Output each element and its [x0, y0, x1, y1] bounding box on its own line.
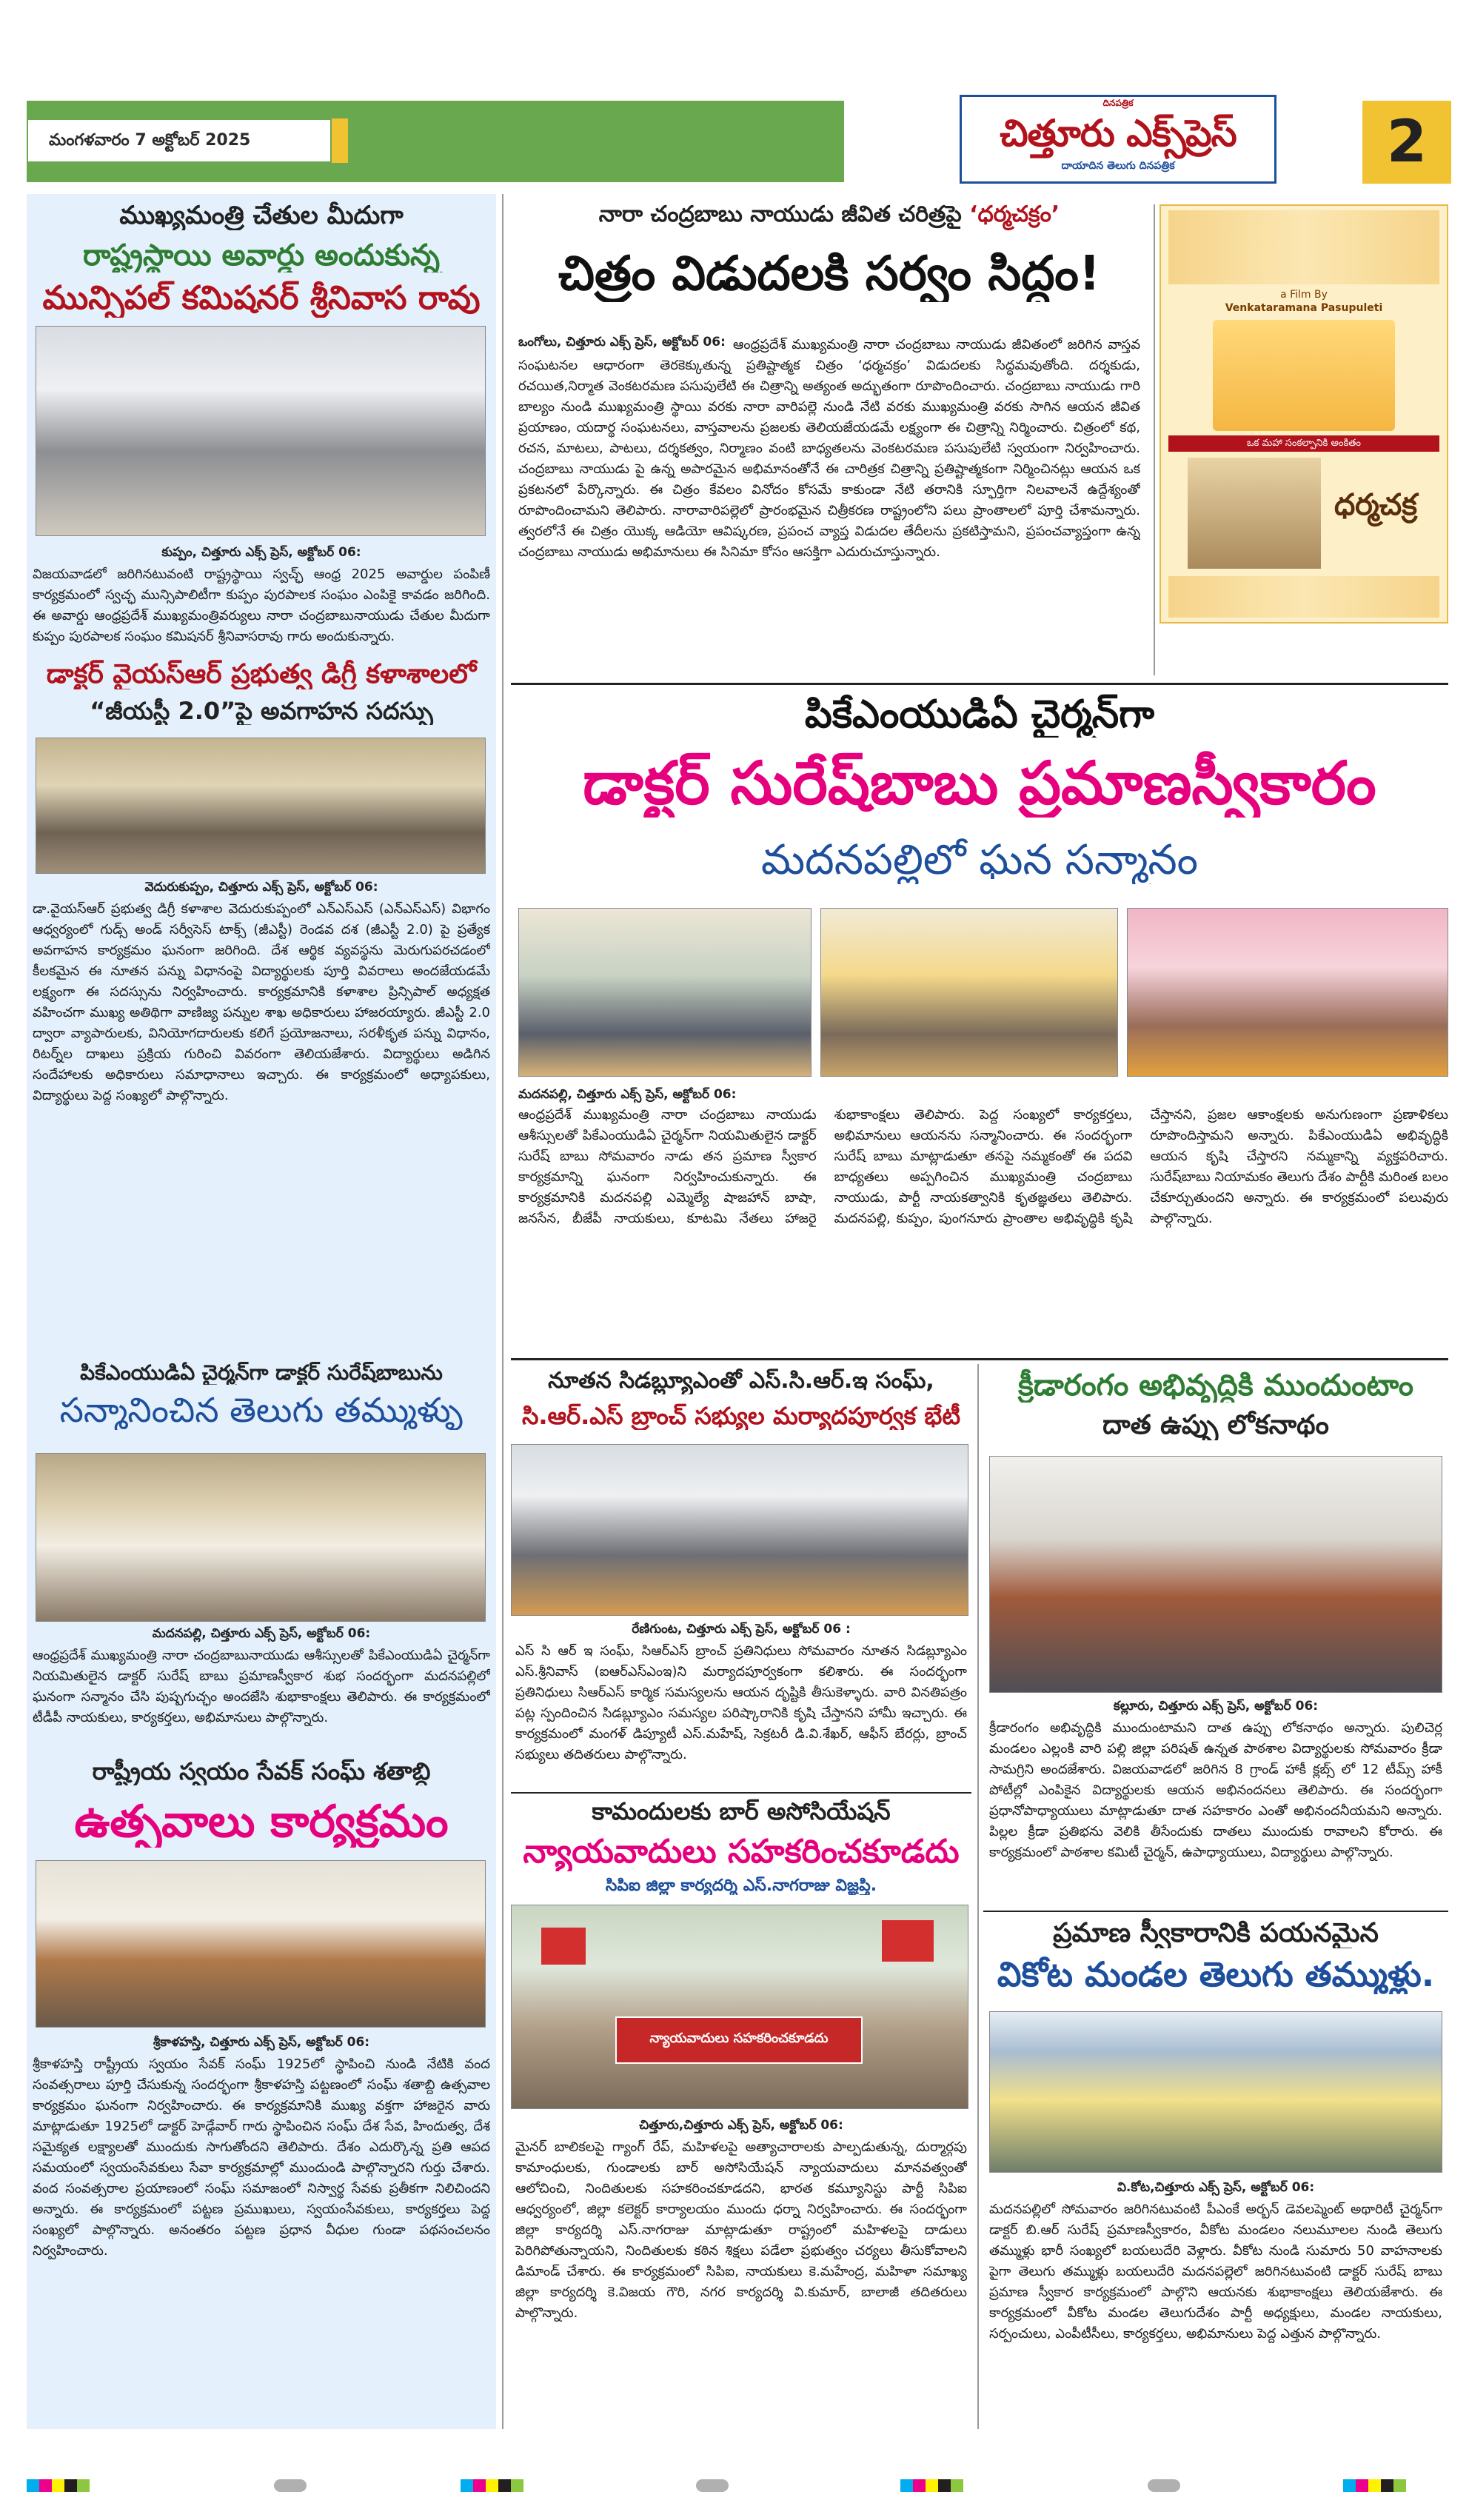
protest-banner — [615, 2016, 863, 2064]
masthead-title: చిత్తూరు ఎక్స్‌ప్రెస్ — [1000, 111, 1237, 155]
award-headline-line3: మున్సిపల్ కమిషనర్ శ్రీనివాస రావు — [42, 280, 481, 317]
page-number: 2 — [1386, 109, 1428, 176]
reg-pill-3 — [1148, 2479, 1180, 2492]
sports-headline-line2: దాత ఉప్పు లోకనాథం — [1102, 1410, 1329, 1440]
sureshbabu-dateline: మదనపల్లి, చిత్తూరు ఎక్స్ ప్రెస్, అక్టోబర్ 06: — [518, 1087, 737, 1102]
biopic-dateline: ఒంగోలు, చిత్తూరు ఎక్స్ ప్రెస్, అక్టోబర్ 06: — [518, 335, 726, 350]
gst-photo — [36, 738, 486, 874]
oath-trip-photo — [989, 2011, 1442, 2173]
separator-below-biopic — [511, 683, 1448, 685]
oath-headline-line2: వికోట మండల తెలుగు తమ్ముళ్లు. — [997, 1955, 1435, 1994]
sidbi-headline-line1: నూతన సిడబ్ల్యూఎంతో ఎస్.సి.ఆర్.ఇ సంఘ్, — [548, 1368, 934, 1394]
sureshbabu-photo-1 — [518, 908, 812, 1077]
award-headline-line1: ముఖ్యమంత్రి చేతుల మీదుగా — [119, 201, 404, 230]
reg-pill-1 — [274, 2479, 307, 2492]
felicitate-headline-line1: పికేఎంయుడిఏ చైర్మన్‌గా డాక్టర్ సురేష్‌బాబును — [80, 1361, 443, 1385]
sureshbabu-photo-2 — [820, 908, 1118, 1077]
rss-body: శ్రీకాళహస్తి రాష్ట్రీయ స్వయం సేవక్ సంఘ్ 1925లో స్థాపించి నుండి నేటికి వంద సంవత్సరాలు పూర్తి చేసుకున్న సందర్భంగా శ్రీకాళహస్తి పట్టణంలో సంఘ్ శతాబ్ది ఉత్సవాల కార్యక్రమం ఘనంగా నిర్వహించారు. ఈ కార్యక్రమానికి ముఖ్య వక్తగా హాజరైన వారు మాట్లాడుతూ 1925లో డాక్టర్ హెడ్గేవార్ గారు స్థాపించిన సంఘ్ దేశ సేవ, హిందుత్వ, దేశ సమైక్యత లక్ష్యాలతో ముందుకు సాగుతోందని తెలిపారు. దేశం ఎదుర్కొన్న ప్రతి ఆపద సమయంలో స్వయంసేవకులు సేవా కార్యక్రమాల్లో ముందుండి పాల్గొన్నారని గుర్తు చేశారు. వంద సంవత్సరాల ప్రయాణంలో సంఘ్ సమాజంలో నిస్వార్థ సేవకు ప్రతీకగా నిలిచిందని అన్నారు. ఈ కార్యక్రమంలో పట్టణ ప్రముఖులు, స్వయంసేవకులు, కార్యకర్తలు పెద్ద సంఖ్యలో పాల్గొన్నారు. అనంతరం పట్టణ ప్రధాన వీధుల గుండా పథసంచలనం నిర్వహించారు. — [33, 2056, 490, 2259]
award-dateline: కుప్పం, చిత్తూరు ఎక్స్ ప్రెస్, అక్టోబర్ 06: — [161, 545, 361, 560]
poster-inset-photo — [1188, 458, 1321, 569]
column-divider-left — [502, 194, 503, 2429]
reg-pill-2 — [696, 2479, 729, 2492]
cmyk-mark-3 — [900, 2479, 963, 2492]
bar-headline-line1: కామందులకు బార్ అసోసియేషన్ — [592, 1798, 891, 1825]
gst-body: డా.వైయస్ఆర్ ప్రభుత్వ డిగ్రీ కళాశాల వెదురుకుప్పంలో ఎన్ఎస్ఎస్ (ఎన్ఎస్ఎస్) విభాగం ఆధ్వర్యంలో గుడ్స్ అండ్ సర్వీసెస్ టాక్స్ (జీఎస్టీ) రెండవ దశ (జీఎస్టీ 2.0) పై ప్రత్యేక అవగాహన కార్యక్రమం ఘనంగా జరిగింది. దేశ ఆర్థిక వ్యవస్థను మెరుగుపరచడంలో కీలకమైన ఈ నూతన పన్ను విధానంపై విద్యార్థులకు పూర్తి వివరాలు అందజేయడమే లక్ష్యంగా ఈ సదస్సును నిర్వహించారు. కార్యక్రమానికి కళాశాల ప్రిన్సిపాల్ అధ్యక్షత వహించగా ముఖ్య అతిథిగా వాణిజ్య పన్నుల శాఖ అధికారులు హాజరయ్యారు. జీఎస్టీ 2.0 ద్వారా వ్యాపారులకు, వినియోగదారులకు కలిగే ప్రయోజనాలు, సరళీకృత పన్ను విధానం, రిటర్న్‌ల దాఖలు ప్రక్రియ గురించి వివరంగా తెలియజేశారు. విద్యార్థులు అడిగిన సందేహాలకు అధికారులు సమాధానాలు ఇచ్చారు. ఈ కార్యక్రమంలో అధ్యాపకులు, విద్యార్థులు పెద్ద సంఖ్యలో పాల్గొన్నారు. — [33, 901, 490, 1103]
rss-dateline: శ్రీకాళహస్తి, చిత్తూరు ఎక్స్ ప్రెస్, అక్టోబర్ 06: — [153, 2035, 370, 2050]
issue-date: మంగళవారం 7 అక్టోబర్ 2025 — [49, 131, 251, 150]
gst-dateline: వెదురుకుప్పం, చిత్తూరు ఎక్స్ ప్రెస్, అక్టోబర్ 06: — [144, 880, 378, 895]
separator-below-sureshbabu — [511, 1358, 1448, 1360]
felicitate-headline-line2: సన్మానించిన తెలుగు తమ్ముళ్ళు — [59, 1391, 464, 1430]
page-number-box — [1362, 101, 1451, 184]
biopic-kicker-title: ‘ధర్మచక్రం’ — [969, 201, 1060, 227]
poster-footer-row — [1168, 576, 1439, 618]
sidbi-photo — [511, 1444, 968, 1616]
separator-above-oath-trip — [983, 1911, 1448, 1912]
bar-body: మైనర్ బాలికలపై గ్యాంగ్ రేప్, మహిళలపై అత్యాచారాలకు పాల్పడుతున్న, దుర్మార్గపు కామాంధులకు, గుండాలకు బార్ అసోసియేషన్ న్యాయవాదులు మానవత్వంతో ఆలోచించి, నిందితులకు సహకరించకూడదని, భారత కమ్యూనిస్టు పార్టీ సిపిఐ ఆధ్వర్యంలో, జిల్లా కలెక్టర్ కార్యాలయం ముందు ధర్నా నిర్వహించారు. ఈ సందర్భంగా జిల్లా కార్యదర్శి ఎస్.నాగరాజు మాట్లాడుతూ రాష్ట్రంలో మహిళలపై దాడులు పెరిగిపోతున్నాయని, నిందితులకు కఠిన శిక్షలు పడేలా ప్రభుత్వం చర్యలు తీసుకోవాలని డిమాండ్ చేశారు. ఈ కార్యక్రమంలో సిపిఐ, నాయకులు కె.మహేంద్ర, మహిళా సమాఖ్య జిల్లా కార్యదర్శి కె.విజయ గౌరి, నగర కార్యదర్శి వి.కుమార్, బాలాజీ తదితరులు పాల్గొన్నారు. — [515, 2139, 967, 2321]
biopic-headline: చిత్రం విడుదలకి సర్వం సిద్ధం! — [558, 247, 1101, 301]
felicitate-dateline: మదనపల్లి, చిత్తూరు ఎక్స్ ప్రెస్, అక్టోబర్ 06: — [152, 1626, 371, 1641]
protest-banner-text: న్యాయవాదులు సహకరించకూడదు — [649, 2031, 829, 2046]
sports-dateline: కల్లూరు, చిత్తూరు ఎక్స్ ప్రెస్, అక్టోబర్ 06: — [1113, 1699, 1319, 1714]
bar-dateline: చిత్తూరు,చిత్తూరు ఎక్స్ ప్రెస్, అక్టోబర్ 06: — [639, 2118, 843, 2133]
poster-title: ధర్మచక్ర — [1334, 487, 1418, 522]
poster-tagline: ఒక మహా సంకల్పానికి అంకితం — [1168, 435, 1439, 452]
masthead-small-line: దినపత్రిక — [1102, 98, 1134, 108]
sports-headline-line1: క్రీడారంగం అభివృద్ధికి ముందుంటాం — [1017, 1368, 1414, 1403]
header-date-box — [27, 118, 332, 163]
cmyk-mark-2 — [461, 2479, 523, 2492]
masthead-subtitle: దాయాదిన తెలుగు దినపత్రిక — [1061, 160, 1175, 172]
felicitate-body: ఆంధ్రప్రదేశ్ ముఖ్యమంత్రి నారా చంద్రబాబునాయుడు ఆశీస్సులతో పికేఎంయుడిఏ చైర్మన్‌గా నియమితులైన డాక్టర్ సురేష్ బాబు ప్రమాణస్వీకార శుభ సందర్భంగా మదనపల్లిలో ఘనంగా సన్మానం చేసి పుష్పగుచ్ఛం అందజేసి శుభాకాంక్షలు తెలిపారు. ఈ కార్యక్రమంలో టీడీపీ నాయకులు, కార్యకర్తలు, అభిమానులు పాల్గొన్నారు. — [33, 1648, 490, 1725]
sidbi-headline-line2: సి.ఆర్.ఎస్ బ్రాంచ్ సభ్యుల మర్యాదపూర్వక భేటీ — [521, 1403, 961, 1430]
gst-headline-line1: డాక్టర్ వైయస్ఆర్ ప్రభుత్వ డిగ్రీ కళాశాలలో — [46, 659, 477, 689]
oath-body: మదనపల్లిలో సోమవారం జరిగినటువంటి పీఎంకే అర్బన్ డెవలప్మెంట్ అథారిటీ చైర్మన్‌గా డాక్టర్ బి.ఆర్ సురేష్ ప్రమాణస్వీకారం, వీకోట మండలం నలుమూలల నుండి తెలుగు తమ్ముళ్లు భారీ సంఖ్యలో బయలుదేరి వెళ్లారు. వీకోట నుండి సుమారు 50 వాహనాలకు పైగా తెలుగు తమ్ముళ్లు బయలుదేరి మదనపల్లెలో జరిగినటువంటి డాక్టర్ సురేష్ బాబు ప్రమాణ స్వీకార కార్యక్రమంలో పాల్గొని ఆయనకు శుభాకాంక్షలు తెలియజేశారు. ఈ కార్యక్రమంలో వీకోట మండల తెలుగుదేశం పార్టీ అధ్యక్షులు, మండల నాయకులు, సర్పంచులు, ఎంపీటీసీలు, కార్యకర్తలు, అభిమానులు పెద్ద ఎత్తున పాల్గొన్నారు. — [989, 2202, 1442, 2342]
award-headline-line2: రాష్ట్రస్థాయి అవార్డు అందుకున్న — [82, 238, 440, 273]
sidbi-body: ఎస్ సి ఆర్ ఇ సంఘ్, సిఆర్ఎస్ బ్రాంచ్ ప్రతినిధులు సోమవారం నూతన సిడబ్ల్యూఎం ఎస్.శ్రీనివాస్ (ఐఆర్ఎస్ఎంఇ)ని మర్యాదపూర్వకంగా కలిశారు. ఈ సందర్భంగా ప్రతినిధులు సిఆర్ఎస్ కార్మిక సమస్యలను ఆయన దృష్టికి తీసుకెళ్ళారు. వారి వినతిపత్రం పట్ల స్పందించిన సిడబ్ల్యూఎం సమస్యల పరిష్కారానికి కృషి చేస్తానని హామీ ఇచ్చారు. ఈ కార్యక్రమంలో మంగళ్ డిప్యూటీ ఎస్.మహేష్, సెక్రటరీ డి.వి.శేఖర్, ఆఫీస్ బేరర్లు, బ్రాంచ్ సభ్యులు తదితరులు పాల్గొన్నారు. — [515, 1643, 967, 1762]
felicitate-photo — [36, 1453, 486, 1622]
cmyk-mark-4 — [1343, 2479, 1406, 2492]
column-divider-right-top — [1154, 204, 1155, 675]
red-flag-right — [882, 1920, 934, 1962]
biopic-kicker-prefix: నారా చంద్రబాబు నాయుడు జీవిత చరిత్రపై — [598, 201, 962, 227]
cmyk-mark-1 — [27, 2479, 90, 2492]
sports-photo — [989, 1456, 1442, 1693]
masthead — [960, 95, 1276, 184]
biopic-kicker — [511, 201, 1148, 240]
sports-body: క్రీడారంగం అభివృద్ధికి ముందుంటామని దాత ఉప్పు లోకనాథం అన్నారు. పులిచెర్ల మండలం ఎల్లంకి వారి పల్లి జిల్లా పరిషత్ ఉన్నత పాఠశాల విద్యార్థులకు సోమవారం క్రీడా సామగ్రిని అందజేశారు. విజయవాడలో జరిగిన 8 గ్రాండ్ హాకీ క్లబ్స్ లో 12 టీమ్స్ హాకీ పోటీల్లో ఎంపికైన విద్యార్థులకు ఆయన అభినందనలు తెలిపారు. ఈ సందర్భంగా ప్రధానోపాధ్యాయులు మాట్లాడుతూ దాత సహకారం ఎంతో అభినందనీయమని అన్నారు. పిల్లల క్రీడా ప్రతిభను వెలికి తీసేందుకు దాతలు ముందుకు రావాలని కోరారు. ఈ కార్యక్రమంలో పాఠశాల కమిటీ చైర్మన్, ఉపాధ్యాయులు, విద్యార్థులు పాల్గొన్నారు. — [989, 1720, 1442, 1860]
poster-leader-row — [1168, 210, 1439, 284]
bar-headline-line3: సిపిఐ జిల్లా కార్యదర్శి ఎస్.నాగరాజు విజ్ఞప్తి. — [605, 1876, 877, 1895]
rss-photo — [36, 1860, 486, 2028]
rss-headline-line1: రాష్ట్రీయ స్వయం సేవక్ సంఘ్ శతాబ్ది — [92, 1758, 431, 1785]
poster-film-by: a Film By — [1280, 289, 1328, 301]
sureshbabu-body: ఆంధ్రప్రదేశ్ ముఖ్యమంత్రి నారా చంద్రబాబు నాయుడు ఆశీస్సులతో పికేఎంయుడిఏ చైర్మన్‌గా నియమితులైన డాక్టర్ సురేష్ బాబు సోమవారం నాడు తన ప్రమాణ స్వీకార కార్యక్రమాన్ని ఘనంగా నిర్వహించుకున్నారు. ఈ కార్యక్రమానికి మదనపల్లి ఎమ్మెల్యే షాజహాన్ బాషా, జనసేన, బీజేపీ నాయకులు, కూటమి నేతలు హాజరై శుభాకాంక్షలు తెలిపారు. పెద్ద సంఖ్యలో కార్యకర్తలు, అభిమానులు ఆయనను సన్మానించారు. ఈ సందర్భంగా సురేష్ బాబు మాట్లాడుతూ తనపై నమ్మకంతో ఈ పదవి బాధ్యతలు అప్పగించిన ముఖ్యమంత్రి చంద్రబాబు నాయుడు, పార్టీ నాయకత్వానికి కృతజ్ఞతలు తెలిపారు. మదనపల్లి, కుప్పం, పుంగనూరు ప్రాంతాల అభివృద్ధికి కృషి చేస్తానని, ప్రజల ఆకాంక్షలకు అనుగుణంగా ప్రణాళికలు రూపొందిస్తామని అన్నారు. పికేఎంయుడిఏ అభివృద్ధికి ఆయన కృషి చేస్తారని నమ్మకాన్ని వ్యక్తపరిచారు. సురేష్‌బాబు నియామకం తెలుగు దేశం పార్టీకి మరింత బలం చేకూర్చుతుందని అన్నారు. ఈ కార్యక్రమంలో పలువురు పాల్గొన్నారు. — [518, 1107, 1448, 1226]
sureshbabu-photo-3 — [1127, 908, 1448, 1077]
poster-director: Venkataramana Pasupuleti — [1225, 302, 1383, 314]
oath-headline-line1: ప్రమాణ స్వీకారానికి పయనమైన — [1053, 1918, 1379, 1948]
sidbi-dateline: రేణిగుంట, చిత్తూరు ఎక్స్ ప్రెస్, అక్టోబర్ 06 : — [632, 1622, 851, 1637]
poster-portrait — [1213, 320, 1395, 431]
separator-above-bar — [511, 1792, 971, 1794]
rss-headline-line2: ఉత్సవాలు కార్యక్రమం — [74, 1797, 449, 1848]
header-yellow-tab — [332, 118, 348, 163]
gst-headline-line2: “జీయస్టీ 2.0”పై అవగాహన సదస్సు — [90, 698, 433, 725]
oath-dateline: వి.కోట,చిత్తూరు ఎక్స్ ప్రెస్, అక్టోబర్ 06: — [1117, 2180, 1315, 2195]
bar-headline-line2: న్యాయవాదులు సహకరించకూడదు — [523, 1834, 960, 1871]
red-flag-left — [541, 1928, 586, 1965]
bar-protest-photo — [511, 1905, 968, 2109]
column-divider-mid-lower — [977, 1364, 979, 2429]
sureshbabu-headline-line3: మదనపల్లిలో ఘన సన్మానం — [760, 837, 1199, 884]
dharmachakra-poster — [1160, 204, 1448, 624]
biopic-body: ఆంధ్రప్రదేశ్ ముఖ్యమంత్రి నారా చంద్రబాబు నాయుడు జీవితంలో జరిగిన వాస్తవ సంఘటనల ఆధారంగా తెరకెక్కుతున్న ప్రతిష్టాత్మక చిత్రం ‘ధర్మచక్రం’ విడుదలకు సిద్ధమవుతోంది. దర్శకుడు, రచయిత,నిర్మాత వెంకటరమణ పసుపులేటి ఈ చిత్రాన్ని అత్యంత అద్భుతంగా రూపొందించారు. చంద్రబాబు నాయుడు గారి బాల్యం నుండి ముఖ్యమంత్రి స్థాయి వరకు నారా వారిపల్లె నుండి నేటి వరకు ముఖ్యమంత్రి వరకు సాగిన ఆయన జీవిత ప్రయాణం, యదార్థ సంఘటనలు, వాస్తవాలను ప్రజలకు తెలియజేయడమే లక్ష్యంగా ఈ చిత్రాన్ని నిర్మించారు. చిత్రంలో కథ, రచన, మాటలు, పాటలు, దర్శకత్వం, నిర్మాణం వంటి బాధ్యతలను వెంకటరమణ పసుపులేటి స్వయంగా నిర్వహించారు. చంద్రబాబు నాయుడు పై ఉన్న అపారమైన అభిమానంతోనే ఈ చారిత్రక చిత్రాన్ని ప్రతిష్టాత్మకంగా నిర్మించినట్లు ఆయన ఒక ప్రకటనలో పేర్కొన్నారు. ఈ చిత్రం కేవలం వినోదం కోసమే కాకుండా నేటి తరానికి స్ఫూర్తిగా నిలవాలనే ఉద్దేశ్యంతో రూపొందించామని తెలిపారు. నారావారిపల్లెలో ప్రారంభమైన చిత్రీకరణ రాష్ట్రంలోని పలు ప్రాంతాలలో పూర్తి చేశామన్నారు. త్వరలోనే ఈ చిత్రం యొక్క ఆడియో ఆవిష్కరణ, ప్రపంచ వ్యాప్త విడుదల తేదీలను ప్రకటిస్తామని, ప్రపంచవ్యాప్తంగా ఉన్న చంద్రబాబు నాయుడు అభిమానులు ఈ సినిమా కోసం ఆసక్తిగా ఎదురుచూస్తున్నారు. — [518, 337, 1140, 560]
award-photo — [36, 326, 486, 536]
sureshbabu-headline-line2: డాక్టర్ సురేష్‌బాబు ప్రమాణస్వీకారం — [583, 749, 1376, 818]
award-body: విజయవాడలో జరిగినటువంటి రాష్ట్రస్థాయి స్వచ్ఛ్ ఆంధ్ర 2025 అవార్డుల పంపిణీ కార్యక్రమంలో స్వచ్ఛ మున్సిపాలిటీగా కుప్పం పురపాలక సంఘం ఎంపికై కావడం జరిగింది. ఈ అవార్డు ఆంధ్రప్రదేశ్ ముఖ్యమంత్రివర్యులు నారా చంద్రబాబునాయుడు చేతుల మీదుగా కుప్పం పురపాలక సంఘం కమిషనర్ శ్రీనివాసరావు గారు అందుకున్నారు. — [33, 567, 490, 644]
sureshbabu-headline-line1: పికేఎంయుడిఏ చైర్మన్‌గా — [804, 693, 1155, 737]
